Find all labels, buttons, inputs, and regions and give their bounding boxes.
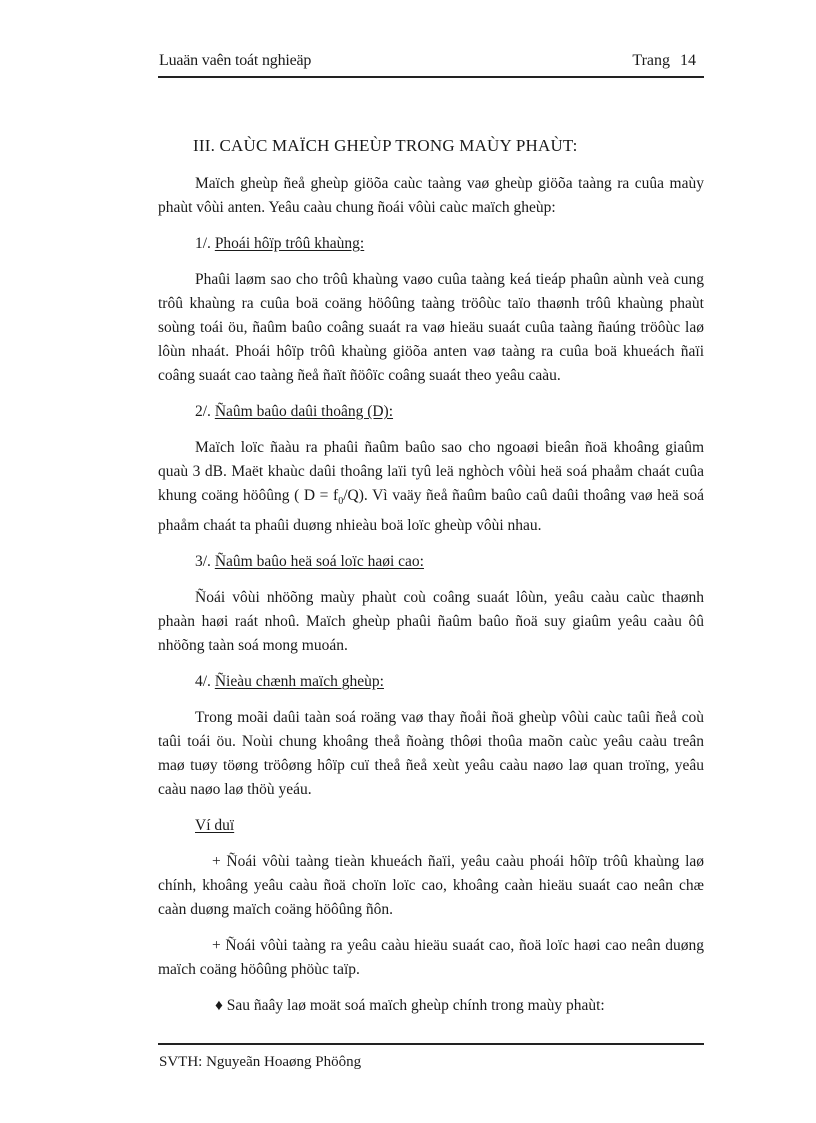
header-page-number: Trang 14 <box>632 52 696 69</box>
item-3-number: 3/. <box>195 553 211 571</box>
item-1-heading <box>195 232 704 256</box>
item-4-heading <box>195 670 704 694</box>
example-heading <box>195 814 704 838</box>
item-1-number: 1/. <box>195 235 211 252</box>
item-2-heading <box>195 400 704 424</box>
item-2-subscript: 0 <box>338 496 344 508</box>
item-3-heading <box>195 550 704 574</box>
item-1-paragraph: Phaûi laøm sao cho trôû khaùng vaøo cuûa taàng keá tieáp phaûn aùnh veà cung trôû khaùng ra cuûa boä coäng höôûng taàng tröôùc taïo thaønh trôû khaùng phaùt soùng toái öu, ñaûm baûo coâng suaát ra vaø hieäu suaát cuûa taàng ñaúng tröôùc laø lôùn nhaát. Phoái hôïp trôû khaùng giöõa anten vaø taàng ra cuûa boä khueách ñaïi coâng suaát cao taàng ñeå ñaït ñöôïc coâng suaát theo yeâu caàu. <box>158 271 704 384</box>
header-title: Luaän vaên toát nghieäp <box>159 52 312 69</box>
item-3-title: Ñaûm baûo heä soá loïc haøi cao: <box>214 553 424 571</box>
footer-divider <box>158 1043 704 1045</box>
item-2-title: Ñaûm baûo daûi thoâng (D): <box>214 403 394 420</box>
item-3-paragraph: Ñoái vôùi nhöõng maùy phaùt coù coâng suaát lôùn, yeâu caàu caùc thaønh phaàn haøi raát nhoû. Maïch gheùp phaûi ñaûm baûo ñoä suy giaûm yeâu caàu ôû nhöõng taàn soá mong muoán. <box>158 589 704 655</box>
item-4-number: 4/. <box>195 673 211 691</box>
page-header <box>159 50 704 76</box>
item-4-paragraph: Trong moãi daûi taàn soá roäng vaø thay ñoåi ñoä gheùp vôùi caùc taûi ñeå coù taûi toái öu. Noùi chung khoâng theå ñoàng thôøi thoûa maõn caùc yeâu caàu treân maø tuøy töøng tröôøng hôïp cuï theå ñeå xeùt yeâu caàu naøo laø quan troïng, yeâu caàu naøo laø thöù yeáu. <box>158 709 704 799</box>
item-2-paragraph <box>158 436 704 538</box>
section-title: III. CAÙC MAÏCH GHEÙP TRONG MAÙY PHAÙT: <box>193 136 578 155</box>
example-label: Ví duï <box>195 817 235 835</box>
item-2-text-before: Maïch loïc ñaàu ra phaûi ñaûm baûo sao cho ngoaøi bieân ñoä khoâng giaûm quaù 3 dB. Maët khaùc daûi thoâng laïi tyû leä nghòch vôùi heä soá phaåm chaát cuûa khung coäng höôûng ( D = f <box>158 439 704 504</box>
bullet-line: ♦ Sau ñaây laø moät soá maïch gheùp chính trong maùy phaùt: <box>215 997 605 1015</box>
page-footer: SVTH: Nguyeãn Hoaøng Phöông <box>159 1054 362 1070</box>
example-2-paragraph: + Ñoái vôùi taàng ra yeâu caàu hieäu suaát cao, ñoä loïc haøi cao neân duøng maïch coäng höôûng phöùc taïp. <box>158 937 704 979</box>
item-2-number: 2/. <box>195 403 211 420</box>
header-divider <box>158 76 704 78</box>
item-1-title: Phoái hôïp trôû khaùng: <box>214 235 365 252</box>
item-4-title: Ñieàu chænh maïch gheùp: <box>214 673 384 691</box>
intro-paragraph: Maïch gheùp ñeå gheùp giöõa caùc taàng vaø gheùp giöõa taàng ra cuûa maùy phaùt vôùi anten. Yeâu caàu chung ñoái vôùi caùc maïch gheùp: <box>158 175 704 216</box>
item-2-text-after: /Q). Vì vaäy ñeå ñaûm baûo caû daûi thoâng vaø heä soá phaåm chaát ta phaûi duøng nhieàu boä loïc gheùp vôùi nhau. <box>158 487 704 535</box>
page-body <box>158 134 704 1018</box>
example-1-paragraph: + Ñoái vôùi taàng tieàn khueách ñaïi, yeâu caàu phoái hôïp trôû khaùng laø chính, khoâng yeâu caàu ñoä choïn loïc cao, khoâng caàn hieäu suaát cao neân chæ caàn duøng maïch coäng höôûng ñôn. <box>158 853 704 919</box>
